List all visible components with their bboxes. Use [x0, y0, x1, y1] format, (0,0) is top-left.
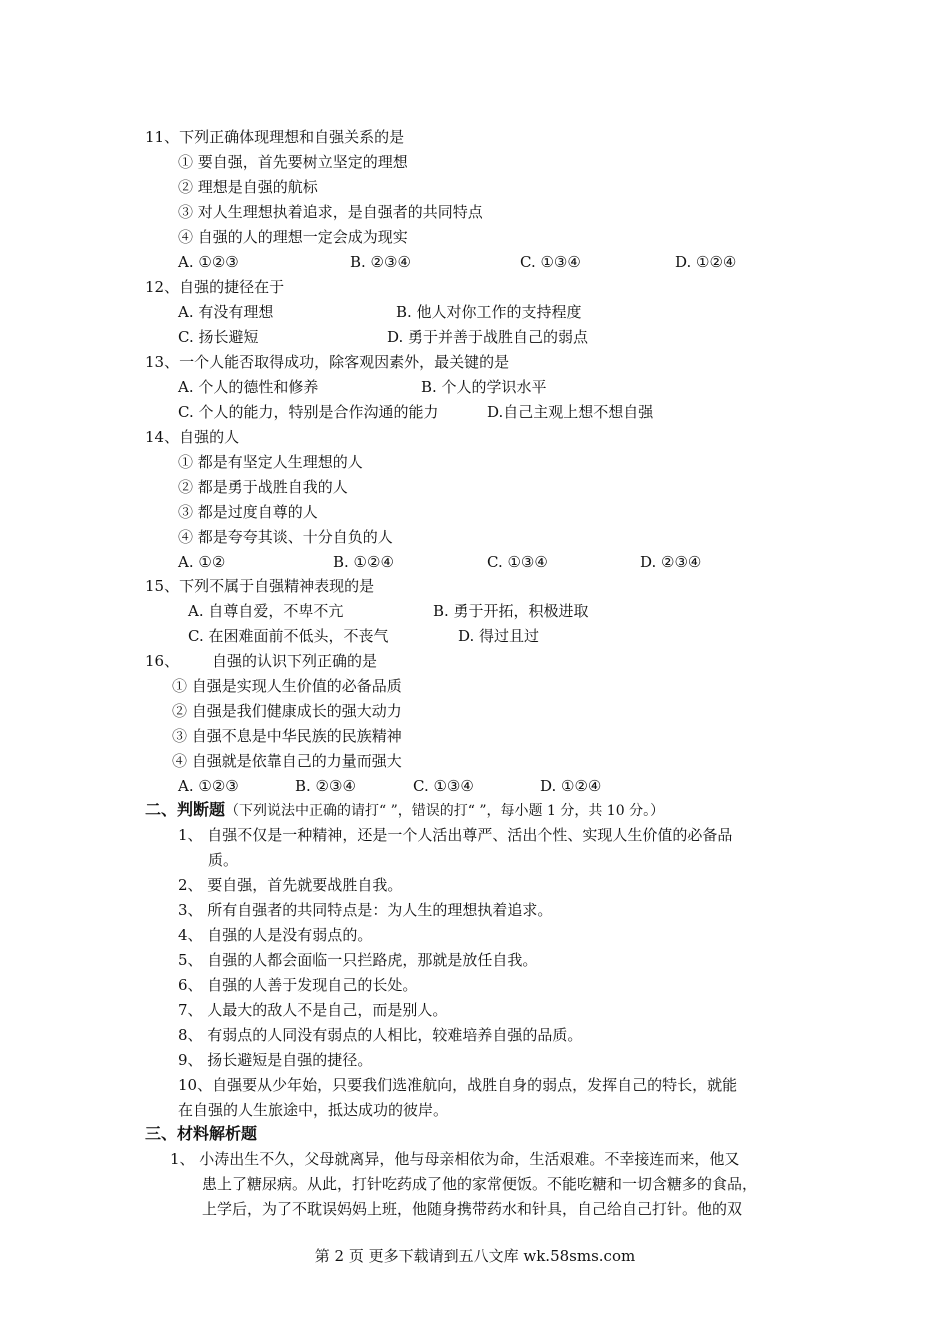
question-16-option-d: D. ①②④ — [540, 777, 602, 795]
page-footer: 第 2 页 更多下载请到五八文库 wk.58sms.com — [314, 1247, 636, 1265]
question-11-option-d: D. ①②④ — [675, 253, 737, 271]
question-15-option-c: C. 在困难面前不低头，不丧气 — [188, 627, 389, 645]
question-11-option-a: A. ①②③ — [178, 253, 239, 271]
judgment-item-8: 8、 有弱点的人同没有弱点的人相比，较难培养自强的品质。 — [178, 1026, 583, 1044]
question-16-stem: 自强的认识下列正确的是 — [212, 652, 378, 670]
question-12-option-c: C. 扬长避短 — [178, 328, 259, 346]
question-16-option-b: B. ②③④ — [295, 777, 356, 795]
judgment-item-10: 10、自强要从少年始，只要我们选准航向，战胜自身的弱点，发挥自己的特长，就能 — [178, 1076, 738, 1094]
question-11-item-2: ② 理想是自强的航标 — [178, 178, 318, 196]
section-2-note: （下列说法中正确的请打“ ”，错误的打“ ”，每小题 1 分，共 10 分。） — [225, 803, 665, 819]
judgment-item-7: 7、 人最大的敌人不是自己，而是别人。 — [178, 1001, 448, 1019]
question-16-number: 16、 — [145, 652, 180, 670]
question-11-option-c: C. ①③④ — [520, 253, 581, 271]
question-13-option-d: D.自己主观上想不想自强 — [487, 403, 654, 421]
material-1-line-2: 患上了糖尿病。从此，打针吃药成了他的家常便饭。不能吃糖和一切含糖多的食品， — [202, 1175, 758, 1193]
question-16-item-2: ② 自强是我们健康成长的强大动力 — [172, 702, 402, 720]
question-16-option-a: A. ①②③ — [178, 777, 239, 795]
section-2-title: 二、判断题 — [145, 800, 226, 819]
question-12-option-a: A. 有没有理想 — [178, 303, 274, 321]
question-15-stem: 15、下列不属于自强精神表现的是 — [145, 577, 375, 595]
question-11-item-4: ④ 自强的人的理想一定会成为现实 — [178, 228, 408, 246]
question-12-option-b: B. 他人对你工作的支持程度 — [396, 303, 582, 321]
question-14-item-4: ④ 都是夸夸其谈、十分自负的人 — [178, 528, 393, 546]
question-14-item-1: ① 都是有坚定人生理想的人 — [178, 453, 363, 471]
question-13-option-b: B. 个人的学识水平 — [421, 378, 547, 396]
question-13-option-a: A. 个人的德性和修养 — [178, 378, 319, 396]
question-16-item-4: ④ 自强就是依靠自己的力量而强大 — [172, 752, 402, 770]
question-15-option-a: A. 自尊自爱，不卑不亢 — [188, 602, 344, 620]
question-14-option-b: B. ①②④ — [333, 553, 394, 571]
question-15-option-d: D. 得过且过 — [458, 627, 540, 645]
question-11-stem: 11、下列正确体现理想和自强关系的是 — [145, 128, 405, 146]
question-14-option-a: A. ①② — [178, 553, 226, 571]
question-15-option-b: B. 勇于开拓，积极进取 — [433, 602, 589, 620]
question-14-option-c: C. ①③④ — [487, 553, 548, 571]
question-14-stem: 14、自强的人 — [145, 428, 240, 446]
material-1-line-3: 上学后，为了不耽误妈妈上班，他随身携带药水和针具，自己给自己打针。他的双 — [202, 1200, 743, 1218]
question-16-item-1: ① 自强是实现人生价值的必备品质 — [172, 677, 402, 695]
question-12-option-d: D. 勇于并善于战胜自己的弱点 — [387, 328, 589, 346]
question-14-item-3: ③ 都是过度自尊的人 — [178, 503, 318, 521]
question-11-item-3: ③ 对人生理想执着追求，是自强者的共同特点 — [178, 203, 483, 221]
section-3-title: 三、材料解析题 — [145, 1124, 258, 1143]
judgment-item-6: 6、 自强的人善于发现自己的长处。 — [178, 976, 418, 994]
judgment-item-9: 9、 扬长避短是自强的捷径。 — [178, 1051, 373, 1069]
judgment-item-1-cont: 质。 — [208, 851, 239, 869]
question-11-item-1: ① 要自强，首先要树立坚定的理想 — [178, 153, 408, 171]
question-11-option-b: B. ②③④ — [350, 253, 411, 271]
judgment-item-1: 1、 自强不仅是一种精神，还是一个人活出尊严、活出个性、实现人生价值的必备品 — [178, 826, 733, 844]
question-16-item-3: ③ 自强不息是中华民族的民族精神 — [172, 727, 402, 745]
judgment-item-5: 5、 自强的人都会面临一只拦路虎，那就是放任自我。 — [178, 951, 538, 969]
question-12-stem: 12、自强的捷径在于 — [145, 278, 285, 296]
question-14-option-d: D. ②③④ — [640, 553, 702, 571]
question-13-option-c: C. 个人的能力，特别是合作沟通的能力 — [178, 403, 439, 421]
question-14-item-2: ② 都是勇于战胜自我的人 — [178, 478, 348, 496]
judgment-item-10-cont: 在自强的人生旅途中，抵达成功的彼岸。 — [178, 1101, 449, 1119]
judgment-item-4: 4、 自强的人是没有弱点的。 — [178, 926, 373, 944]
judgment-item-2: 2、 要自强，首先就要战胜自我。 — [178, 876, 403, 894]
judgment-item-3: 3、 所有自强者的共同特点是：为人生的理想执着追求。 — [178, 901, 553, 919]
question-13-stem: 13、一个人能否取得成功，除客观因素外，最关键的是 — [145, 353, 510, 371]
section-2-heading — [145, 800, 664, 821]
material-1-line-1: 1、 小涛出生不久，父母就离异，他与母亲相依为命，生活艰难。不幸接连而来，他又 — [170, 1150, 740, 1168]
question-16-option-c: C. ①③④ — [413, 777, 474, 795]
